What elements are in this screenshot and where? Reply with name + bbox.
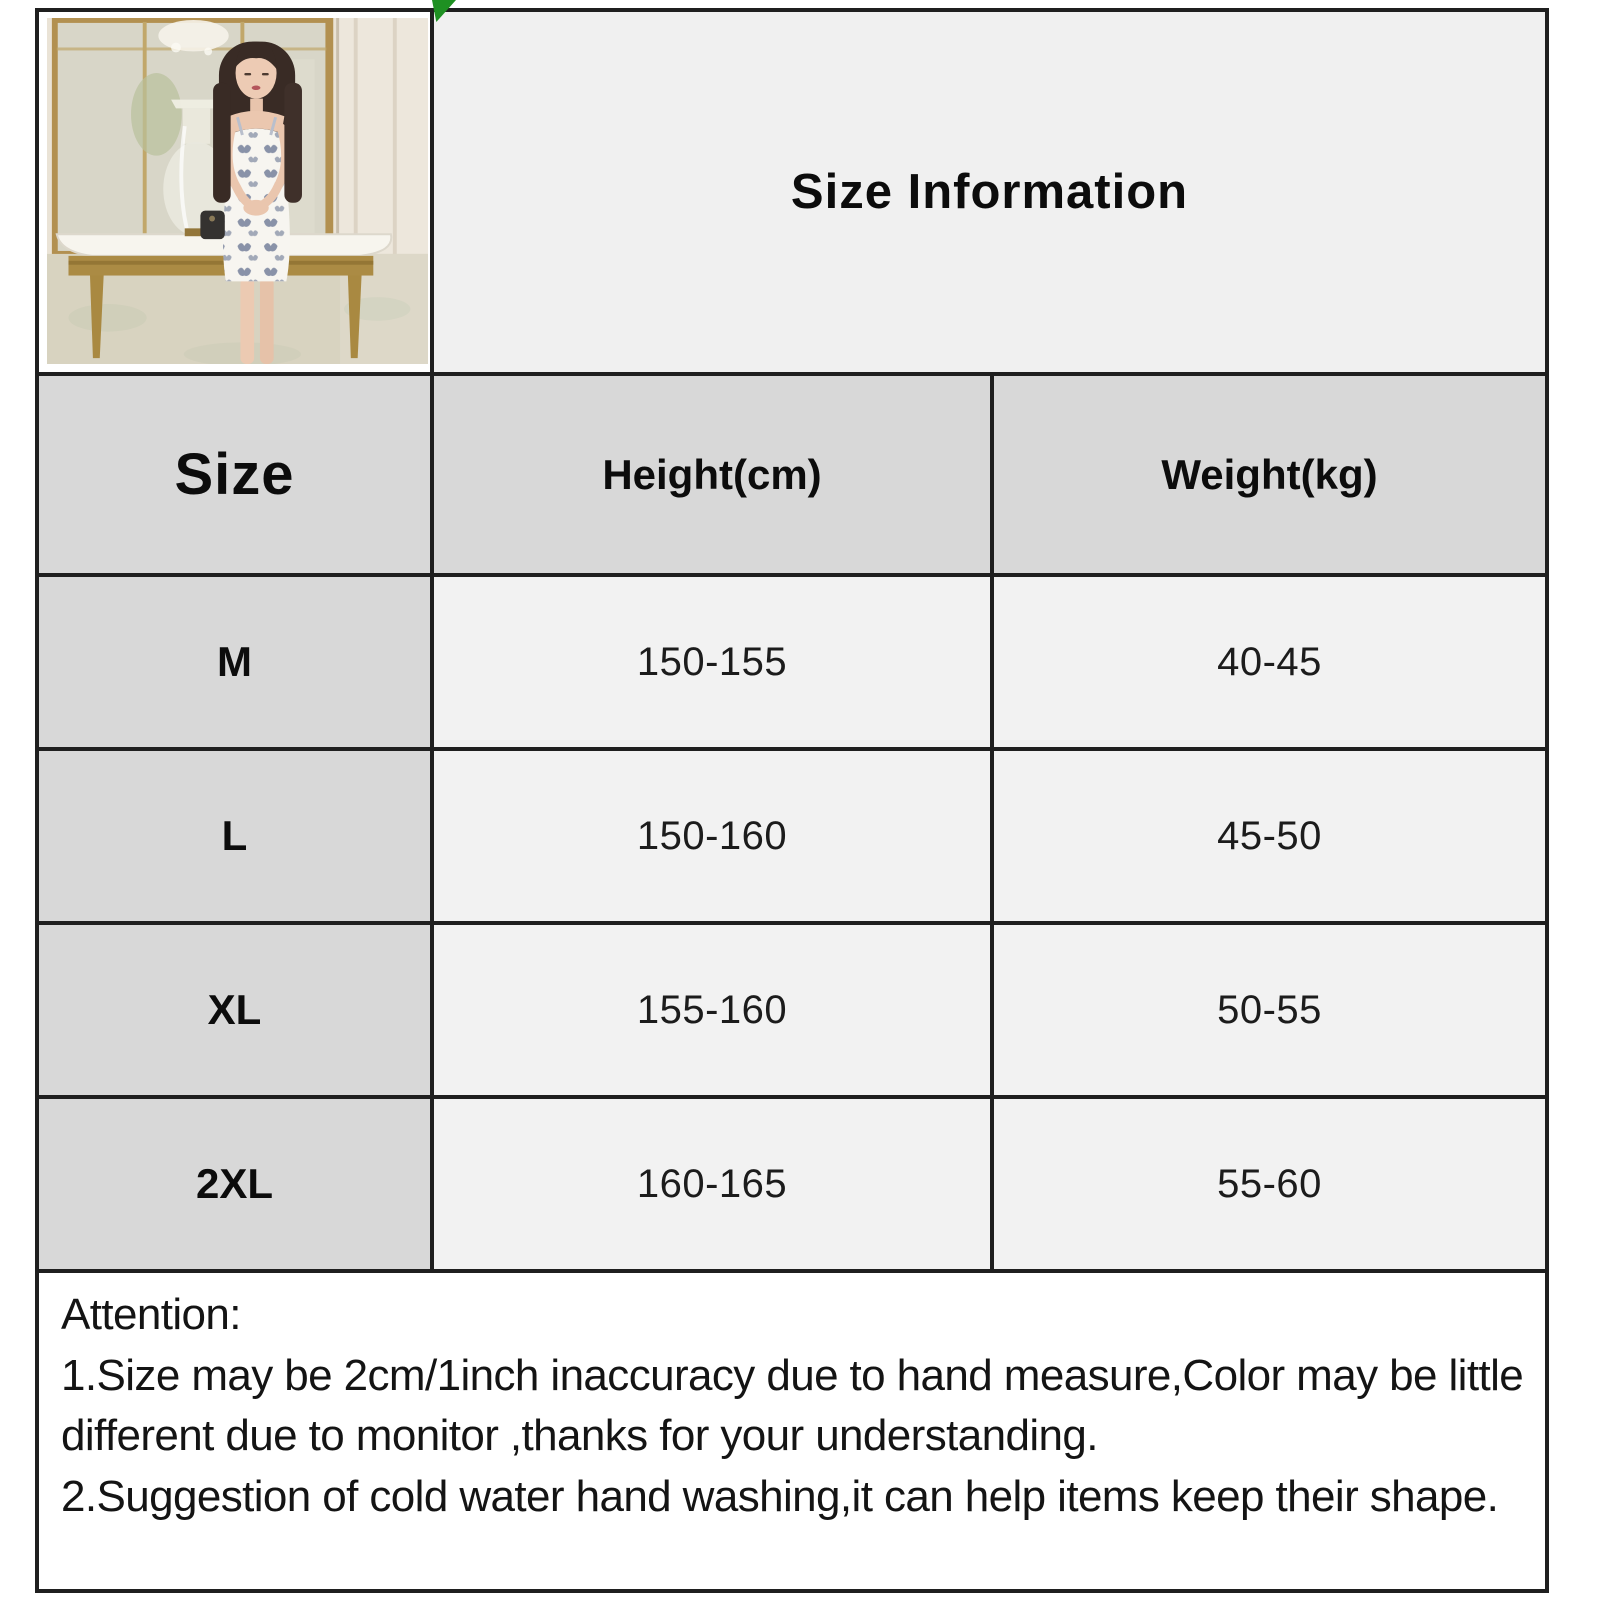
green-corner-marker-icon	[432, 0, 456, 22]
height-value-xl: 155-160	[434, 925, 990, 1095]
attention-line-3: 2.Suggestion of cold water hand washing,it can help items keep their shape.	[61, 1472, 1499, 1522]
column-header-height: Height(cm)	[434, 376, 990, 573]
model-photo	[47, 18, 428, 364]
attention-line-1: 1.Size may be 2cm/1inch inaccuracy due to hand measure,Color may be little	[61, 1350, 1524, 1400]
title-cell	[434, 12, 1545, 372]
weight-value-l: 45-50	[994, 751, 1545, 921]
height-value-m: 150-155	[434, 577, 990, 747]
size-label-m: M	[39, 577, 430, 747]
size-label-l: L	[39, 751, 430, 921]
weight-value-m: 40-45	[994, 577, 1545, 747]
attention-heading: Attention:	[61, 1290, 241, 1339]
weight-value-2xl: 55-60	[994, 1099, 1545, 1269]
size-label-xl: XL	[39, 925, 430, 1095]
column-header-weight: Weight(kg)	[994, 376, 1545, 573]
product-photo-cell	[39, 12, 430, 372]
height-value-2xl: 160-165	[434, 1099, 990, 1269]
weight-value-xl: 50-55	[994, 925, 1545, 1095]
attention-note	[39, 1273, 1545, 1589]
height-value-l: 150-160	[434, 751, 990, 921]
column-header-size: Size	[39, 376, 430, 573]
attention-line-2: different due to monitor ,thanks for your understanding.	[61, 1411, 1098, 1461]
size-label-2xl: 2XL	[39, 1099, 430, 1269]
page-title: Size Information	[790, 165, 1189, 219]
size-chart-table	[35, 8, 1549, 1593]
